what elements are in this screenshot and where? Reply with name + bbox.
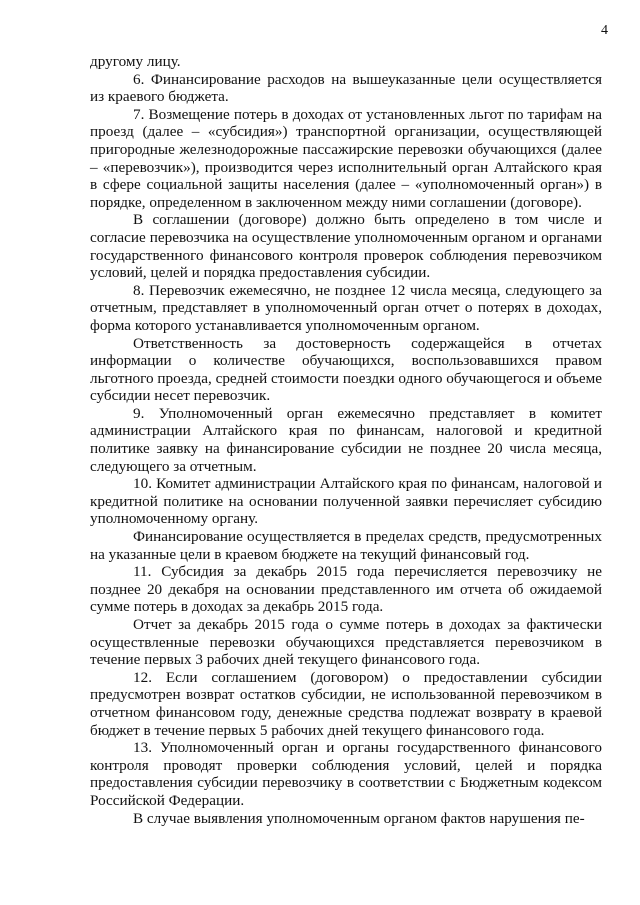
paragraph-violations: В случае выявления уполномоченным органом фактов нарушения пе- xyxy=(133,809,585,827)
document-body xyxy=(90,53,602,827)
paragraph-agreement-consent: В соглашении (договоре) должно быть определено в том числе и согласие перевозчика на осуществление уполномоченным органом и органами государственного финансового контроля проверок соблюдения перевозчиком условий, целей и порядка предоставления субсидии. xyxy=(90,211,602,282)
paragraph-item-12: 12. Если соглашением (договором) о предоставлении субсидии предусмотрен возврат остатков субсидии, не использованной перевозчиком в отчетном финансовом году, денежные средства подлежат возврату в краевой бюджет в течение первых 5 рабочих дней текущего финансового года. xyxy=(90,668,602,739)
paragraph-item-10: 10. Комитет администрации Алтайского края по финансам, налоговой и кредитной политике на основании полученной заявки перечисляет субсидию уполномоченному органу. xyxy=(90,475,602,528)
paragraph-item-13: 13. Уполномоченный орган и органы государственного финансового контроля проводят проверки соблюдения условий, целей и порядка предоставления субсидии перевозчику в соответствии с Бюджетным кодексом Российской Федерации. xyxy=(90,739,602,809)
paragraph-item-11: 11. Субсидия за декабрь 2015 года перечисляется перевозчику не позднее 20 декабря на основании представленного им отчета об ожидаемой сумме потерь в доходах за декабрь 2015 года. xyxy=(90,563,602,616)
paragraph-continuation: другому лицу. xyxy=(90,53,181,70)
paragraph-item-7: 7. Возмещение потерь в доходах от установленных льгот по тарифам на проезд (далее – «субсидия») транспортной организации, осуществляющей пригородные железнодорожные пассажирские перевозки обучающихся (далее – «перевозчик»), производится через исполнительный орган Алтайского края в сфере социальной защиты населения (далее – «уполномоченный орган») в порядке, определенном в заключенном между ними соглашении (договоре). xyxy=(90,105,602,211)
paragraph-responsibility: Ответственность за достоверность содержащейся в отчетах информации о количестве обучающихся, воспользовавшихся правом льготного проезда, средней стоимости поездки одного обучающегося и объеме субсидии несет перевозчик. xyxy=(90,334,602,405)
paragraph-financing: Финансирование осуществляется в пределах средств, предусмотренных на указанные цели в краевом бюджете на текущий финансовый год. xyxy=(90,528,602,563)
paragraph-december-report: Отчет за декабрь 2015 года о сумме потерь в доходах за фактически осуществленные перевозки обучающихся представляется перевозчиком в течение первых 3 рабочих дней текущего финансового года. xyxy=(90,616,602,669)
page-number: 4 xyxy=(601,23,608,38)
paragraph-item-9: 9. Уполномоченный орган ежемесячно представляет в комитет администрации Алтайского края по финансам, налоговой и кредитной политике заявку на финансирование субсидии не позднее 20 числа месяца, следующего за отчетным. xyxy=(90,404,602,475)
paragraph-item-8: 8. Перевозчик ежемесячно, не позднее 12 числа месяца, следующего за отчетным, представляет в уполномоченный орган отчет о потерях в доходах, форма которого устанавливается уполномоченным органом. xyxy=(90,281,602,334)
paragraph-item-6: 6. Финансирование расходов на вышеуказанные цели осуществляется из краевого бюджета. xyxy=(90,70,602,106)
